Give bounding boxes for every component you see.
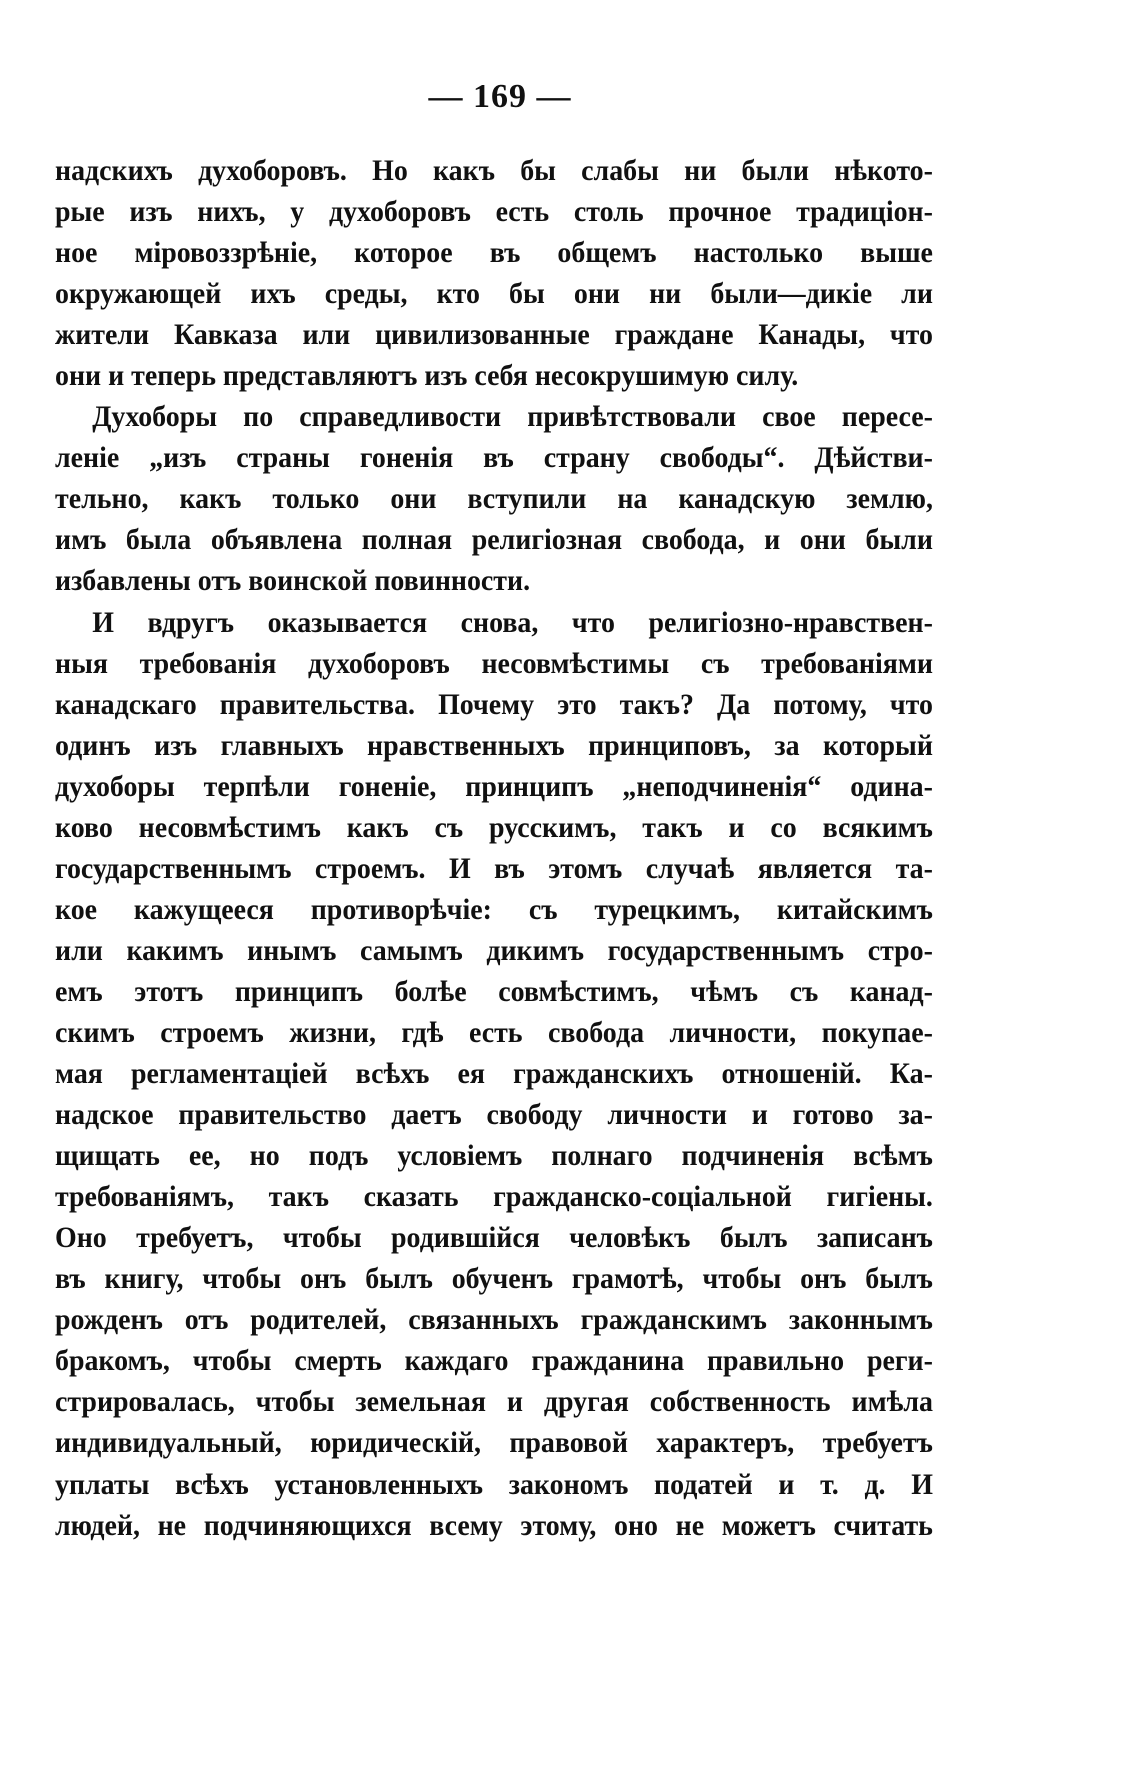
text-line: ное міровоззрѣніе, которое въ общемъ настолько выше (55, 236, 933, 270)
text-line: бракомъ, чтобы смерть каждаго гражданина правильно реги- (55, 1344, 933, 1378)
text-line: надскихъ духоборовъ. Но какъ бы слабы ни были нѣкото- (55, 154, 933, 187)
text-line: имъ была объявлена полная религіозная свобода, и они были (55, 523, 933, 557)
text-line: Оно требуетъ, чтобы родившійся человѣкъ былъ записанъ (55, 1221, 933, 1255)
text-line: И вдругъ оказывается снова, что религіозно-нравствен- (92, 605, 933, 639)
text-line: уплаты всѣхъ установленныхъ закономъ податей и т. д. И (55, 1467, 933, 1501)
text-line: окружающей ихъ среды, кто бы они ни были—дикіе ли (55, 277, 933, 311)
paragraph-2 (55, 396, 933, 601)
text-line: ныя требованія духоборовъ несовмѣстимы съ требованіями (55, 646, 933, 680)
page-number: — 169 — (428, 78, 572, 115)
text-line: въ книгу, чтобы онъ былъ обученъ грамотѣ, чтобы онъ былъ (55, 1262, 933, 1296)
text-line: жители Кавказа или цивилизованные граждане Канады, что (55, 318, 933, 352)
text-line: леніе „изъ страны гоненія въ страну свободы“. Дѣйстви- (55, 441, 933, 475)
text-line: скимъ строемъ жизни, гдѣ есть свобода личности, покупае- (55, 1015, 933, 1049)
paragraph-1 (55, 150, 933, 396)
text-line: людей, не подчиняющихся всему этому, оно не можетъ считать (55, 1508, 933, 1542)
text-line: Духоборы по справедливости привѣтствовали свое пересе- (92, 400, 933, 434)
text-line: стрировалась, чтобы земельная и другая собственность имѣла (55, 1385, 933, 1419)
text-line: требованіямъ, такъ сказать гражданско-соціальной гигіены. (55, 1180, 933, 1214)
text-line: рые изъ нихъ, у духоборовъ есть столь прочное традиціон- (55, 195, 933, 229)
text-line: ково несовмѣстимъ какъ съ русскимъ, такъ и со всякимъ (55, 810, 933, 844)
text-line: канадскаго правительства. Почему это такъ? Да потому, что (55, 687, 933, 721)
text-line: они и теперь представляютъ изъ себя несокрушимую силу. (55, 359, 799, 393)
text-line: одинъ изъ главныхъ нравственныхъ принциповъ, за который (55, 728, 933, 762)
body-text (55, 150, 933, 1546)
paragraph-3 (55, 602, 933, 1546)
text-line: надское правительство даетъ свободу личности и готово за- (55, 1098, 933, 1132)
text-line: государственнымъ строемъ. И въ этомъ случаѣ является та- (55, 851, 933, 885)
text-line: тельно, какъ только они вступили на канадскую землю, (55, 482, 933, 516)
text-line: или какимъ инымъ самымъ дикимъ государственнымъ стро- (55, 933, 933, 967)
text-line: избавлены отъ воинской повинности. (55, 564, 531, 598)
text-line: духоборы терпѣли гоненіе, принципъ „неподчиненія“ одина- (55, 769, 933, 803)
text-line: мая регламентаціей всѣхъ ея гражданскихъ отношеній. Ка- (55, 1057, 933, 1091)
text-line: кое кажущееся противорѣчіе: съ турецкимъ, китайскимъ (55, 892, 933, 926)
text-line: рожденъ отъ родителей, связанныхъ гражданскимъ законнымъ (55, 1303, 933, 1337)
text-line: емъ этотъ принципъ болѣе совмѣстимъ, чѣмъ съ канад- (55, 974, 933, 1008)
text-line: индивидуальный, юридическій, правовой характеръ, требуетъ (55, 1426, 933, 1460)
text-line: щищать ее, но подъ условіемъ полнаго подчиненія всѣмъ (55, 1139, 933, 1173)
